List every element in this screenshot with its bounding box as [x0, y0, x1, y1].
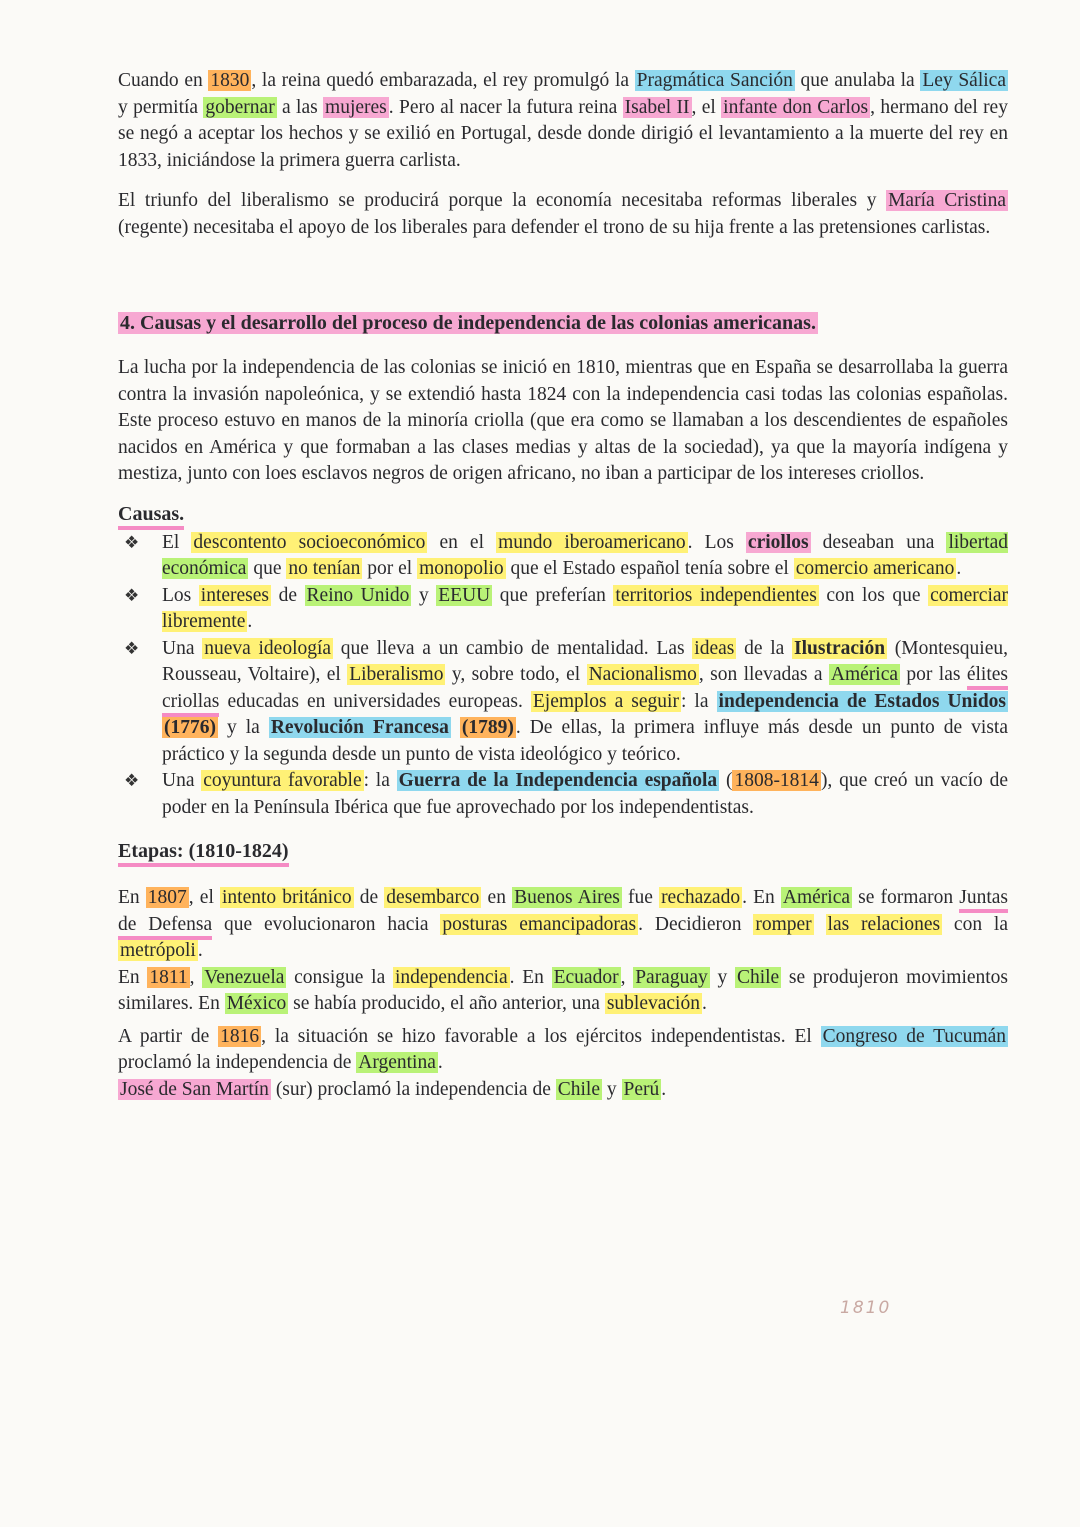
paragraph-liberalismo: El triunfo del liberalismo se producirá porque la economía necesitaba reformas liberales y María Cristina (regente) necesitaba el apoyo de los liberales para defender el trono de su hija frente a las pretensiones carlistas.: [118, 190, 1007, 238]
diamond-bullet-icon: ❖: [124, 532, 140, 552]
paragraph-intro: La lucha por la independencia de las colonias se inició en 1810, mientras que en España se desarrollaba la guerra contra la invasión napoleónica, y se extendió hasta 1824 con la independencia casi todas las colonias españolas. Este proceso estuvo en manos de la minoría criolla (que era como se llamaban a los descendientes de españoles nacidos en América y que formaban a las clases medias y altas de la sociedad), ya que la mayoría indígena y mestiza, junto con loes esclavos negros de origen africano, no iban a participar de los intereses criollos.: [118, 357, 1008, 484]
causas-list: [118, 530, 1008, 822]
diamond-bullet-icon: ❖: [124, 771, 140, 790]
etapas-heading: Etapas: (1810-1824): [118, 837, 1008, 865]
etapas-line-1807: En 1807 , el intento británico de desembarco en Buenos Aires fue rechazado . En América se formaron Juntas de Defensa que evolucionaron hacia posturas emancipadoras . Decidieron romper las relaciones con la metrópoli .: [118, 887, 1008, 961]
document-body: [118, 68, 1008, 1103]
diamond-bullet-icon: ❖: [124, 638, 140, 658]
etapas-line-1811: En 1811 , Venezuela consigue la independencia . En Ecuador , Paraguay y Chile se produjeron movimientos similares. En México se había producido, el año anterior, una sublevación .: [118, 966, 1009, 1014]
list-item: ❖ El descontento socioeconómico en el mundo iberoamericano . Los criollos deseaban una libertad económica que no tenían por el monopolio que el Estado español tenía sobre el comercio americano .: [124, 531, 1009, 579]
list-item: ❖ Los intereses de Reino Unido y EEUU que preferían territorios independientes con los que comerciar libremente .: [124, 584, 1009, 632]
section-title: 4. Causas y el desarrollo del proceso de independencia de las colonias americanas.: [120, 312, 816, 334]
paragraph-pragmatica: Cuando en 1830 , la reina quedó embarazada, el rey promulgó la Pragmática Sanción que anulaba la Ley Sálica y permitía gobernar a las mujeres . Pero al nacer la futura reina Isabel II , el infante don Carlos , hermano del rey se negó a aceptar los hechos y se exilió en Portugal, desde donde dirigió el levantamiento a la muerte del rey en 1833, iniciándose la primera guerra carlista.: [118, 70, 1008, 171]
list-item: ❖ Una nueva ideología que lleva a un cambio de mentalidad. Las ideas de la Ilustración (Montesquieu, Rousseau, Voltaire), el Liberalismo y, sobre todo, el Nacionalismo , son llevadas a América por las élites criollas educadas en universidades europeas. Ejemplos a seguir : la independencia de Estados Unidos (1776) y la Revolución Francesa (1789) . De ellas, la primera influye más desde un punto de vista práctico y la segunda desde un punto de vista ideológico y teórico.: [124, 637, 1009, 765]
etapas-line-san-martin: José de San Martín (sur) proclamó la independencia de Chile y Perú .: [120, 1078, 667, 1100]
list-item: ❖ Una coyuntura favorable : la Guerra de la Independencia española ( 1808-1814 ), que creó un vacío de poder en la Península Ibérica que fue aprovechado por los independentistas.: [124, 770, 1008, 818]
diamond-bullet-icon: ❖: [124, 585, 140, 605]
handwritten-note: 1810: [840, 1298, 892, 1318]
etapas-line-1816: A partir de 1816 , la situación se hizo favorable a los ejércitos independentistas. El Congreso de Tucumán proclamó la independencia de Argentina .: [118, 1025, 1007, 1073]
causas-heading: Causas.: [118, 500, 1008, 528]
